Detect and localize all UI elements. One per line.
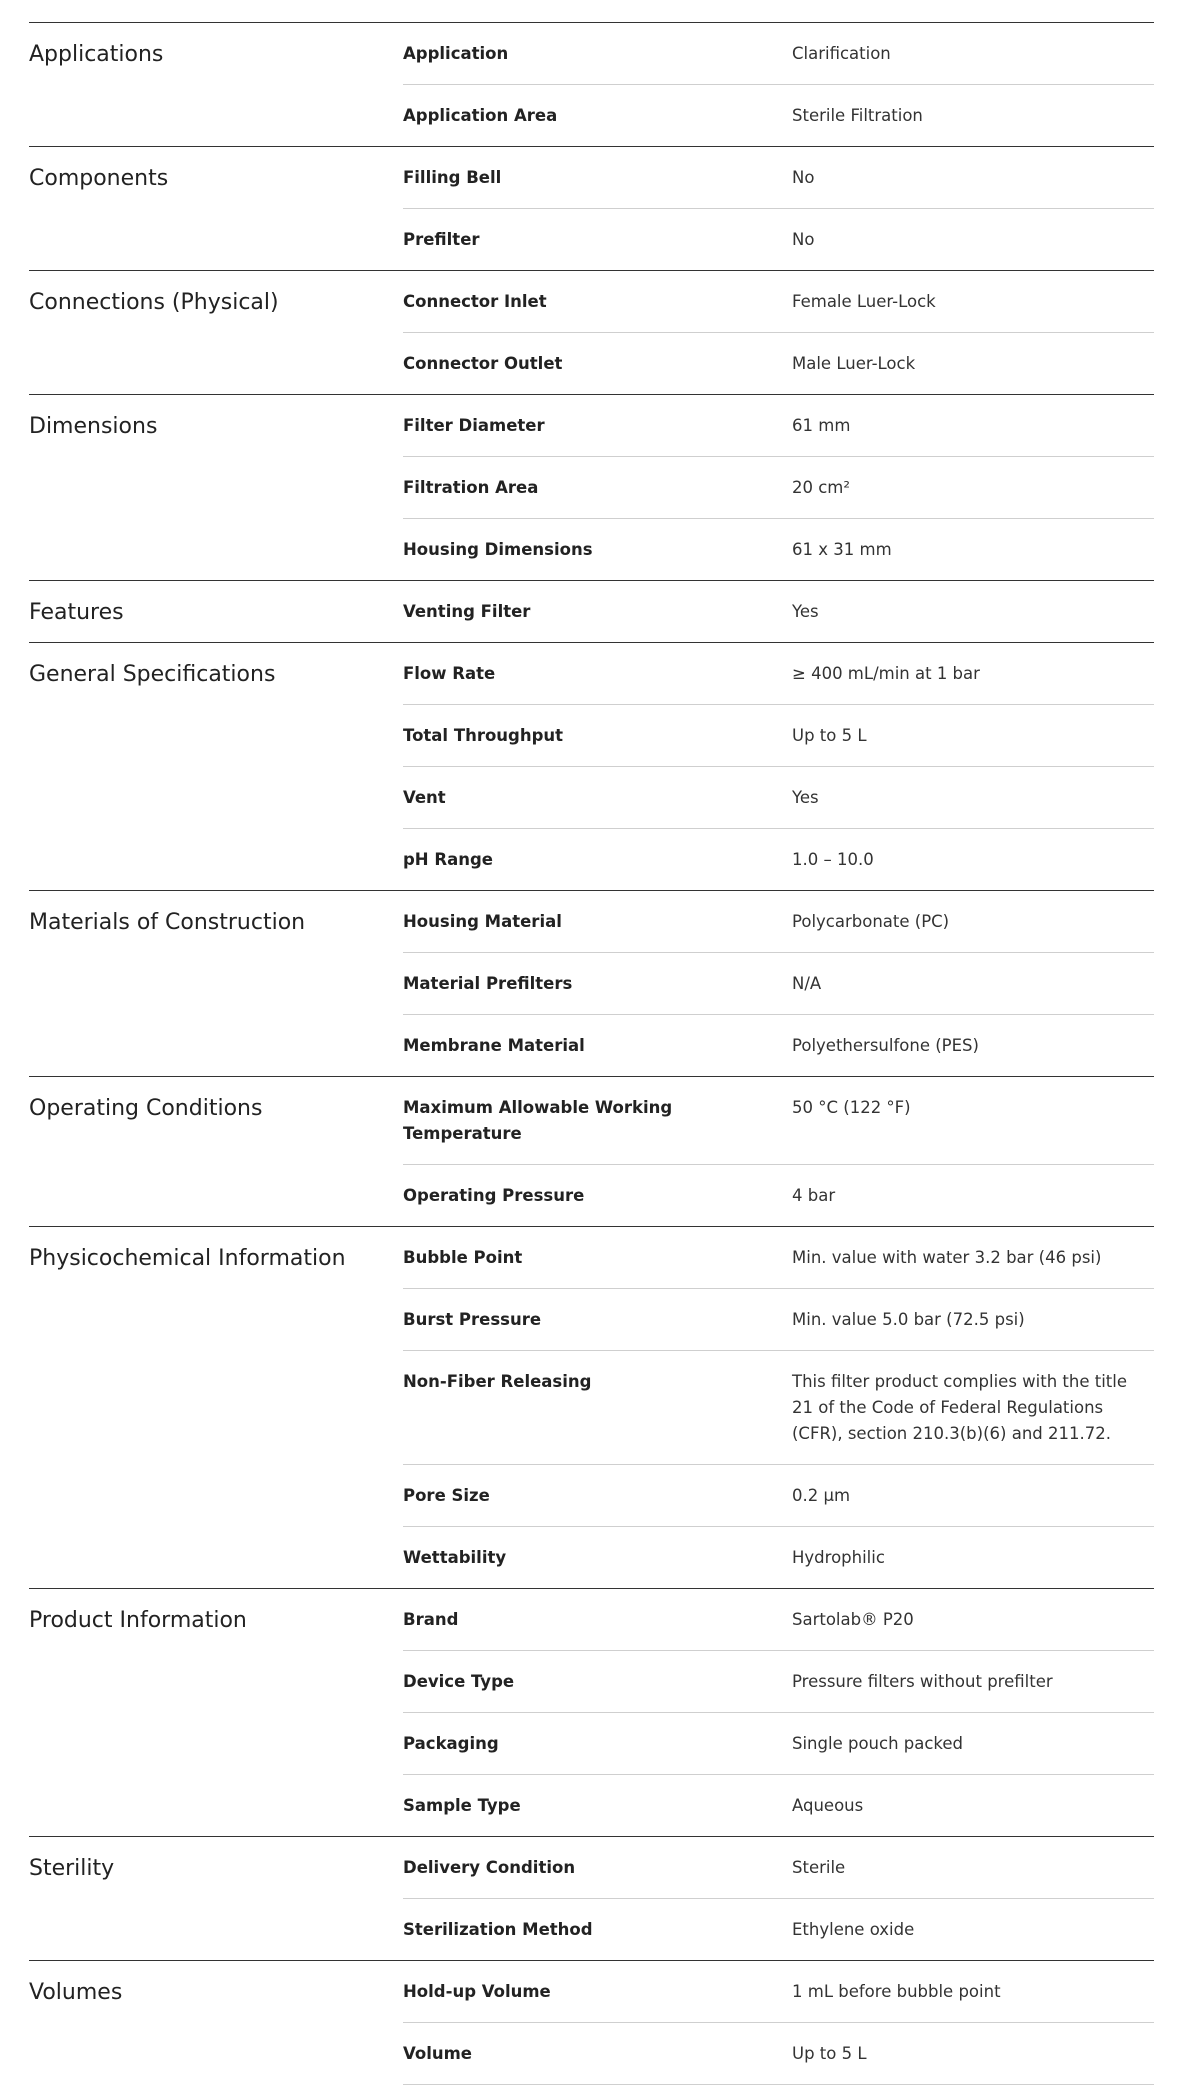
spec-row <box>403 147 1154 209</box>
spec-label: Hold-up Volume <box>403 1982 551 2001</box>
section-title: Physicochemical Information <box>29 1246 346 1271</box>
spec-section <box>29 1227 1154 1589</box>
spec-section <box>29 1961 1154 2085</box>
spec-section <box>29 1077 1154 1227</box>
spec-value: Yes <box>792 602 819 621</box>
spec-label: Filtration Area <box>403 478 539 497</box>
spec-section <box>29 271 1154 395</box>
spec-value: Min. value 5.0 bar (72.5 psi) <box>792 1310 1025 1329</box>
spec-label: Sterilization Method <box>403 1920 593 1939</box>
spec-rows <box>403 581 1154 642</box>
spec-value: Hydrophilic <box>792 1548 885 1567</box>
spec-value: 4 bar <box>792 1186 836 1205</box>
spec-value: Polyethersulfone (PES) <box>792 1036 979 1055</box>
spec-row <box>403 1015 1154 1076</box>
spec-row <box>403 1227 1154 1289</box>
spec-value: Ethylene oxide <box>792 1920 915 1939</box>
spec-label: Maximum Allowable Working Temperature <box>403 1098 673 1143</box>
spec-row <box>403 1465 1154 1527</box>
spec-label: Housing Material <box>403 912 562 931</box>
spec-section <box>29 1589 1154 1837</box>
section-title: Materials of Construction <box>29 910 306 935</box>
spec-label: Vent <box>403 788 446 807</box>
spec-row <box>403 1077 1154 1165</box>
spec-value: Polycarbonate (PC) <box>792 912 950 931</box>
spec-row <box>403 85 1154 146</box>
spec-row <box>403 333 1154 394</box>
spec-value: Sartolab® P20 <box>792 1610 914 1629</box>
section-title: Volumes <box>29 1980 123 2005</box>
spec-row <box>403 1775 1154 1836</box>
spec-value: No <box>792 230 815 249</box>
spec-value: 61 mm <box>792 416 851 435</box>
spec-value: Aqueous <box>792 1796 864 1815</box>
section-title: Connections (Physical) <box>29 290 279 315</box>
spec-value: Pressure filters without prefilter <box>792 1672 1053 1691</box>
spec-value: Male Luer-Lock <box>792 354 916 373</box>
specifications-table <box>29 22 1154 2085</box>
spec-label: Wettability <box>403 1548 507 1567</box>
spec-rows <box>403 1961 1154 2085</box>
spec-row <box>403 23 1154 85</box>
spec-row <box>403 1351 1154 1465</box>
spec-value: ≥ 400 mL/min at 1 bar <box>792 664 980 683</box>
spec-label: Bubble Point <box>403 1248 523 1267</box>
spec-row <box>403 767 1154 829</box>
spec-value: Up to 5 L <box>792 2044 867 2063</box>
spec-section <box>29 23 1154 147</box>
spec-label: Pore Size <box>403 1486 490 1505</box>
spec-rows <box>403 271 1154 394</box>
spec-label: Application Area <box>403 106 558 125</box>
spec-label: Housing Dimensions <box>403 540 593 559</box>
spec-label: Application <box>403 44 509 63</box>
spec-section <box>29 891 1154 1077</box>
spec-label: Sample Type <box>403 1796 521 1815</box>
spec-row <box>403 829 1154 890</box>
spec-rows <box>403 643 1154 890</box>
spec-row <box>403 1899 1154 1960</box>
spec-label: Material Prefilters <box>403 974 573 993</box>
spec-value: Clarification <box>792 44 891 63</box>
spec-rows <box>403 1589 1154 1836</box>
spec-label: Packaging <box>403 1734 499 1753</box>
spec-row <box>403 457 1154 519</box>
spec-label: Device Type <box>403 1672 515 1691</box>
spec-row <box>403 891 1154 953</box>
spec-rows <box>403 147 1154 270</box>
spec-section <box>29 395 1154 581</box>
section-title: Dimensions <box>29 414 158 439</box>
spec-value: 0.2 µm <box>792 1486 851 1505</box>
spec-section <box>29 581 1154 643</box>
spec-row <box>403 581 1154 642</box>
spec-row <box>403 1165 1154 1226</box>
section-title: General Specifications <box>29 662 276 687</box>
spec-label: Filter Diameter <box>403 416 545 435</box>
spec-row <box>403 1527 1154 1588</box>
spec-row <box>403 2023 1154 2085</box>
spec-value: 1 mL before bubble point <box>792 1982 1001 2001</box>
spec-row <box>403 1837 1154 1899</box>
spec-row <box>403 1961 1154 2023</box>
spec-rows <box>403 395 1154 580</box>
spec-label: pH Range <box>403 850 493 869</box>
spec-value: Single pouch packed <box>792 1734 964 1753</box>
spec-value: 1.0 – 10.0 <box>792 850 874 869</box>
spec-value: Sterile <box>792 1858 846 1877</box>
spec-label: Non-Fiber Releasing <box>403 1372 592 1391</box>
spec-label: Operating Pressure <box>403 1186 585 1205</box>
spec-value: Up to 5 L <box>792 726 867 745</box>
spec-value: Sterile Filtration <box>792 106 923 125</box>
spec-row <box>403 1289 1154 1351</box>
spec-rows <box>403 23 1154 146</box>
section-title: Operating Conditions <box>29 1096 263 1121</box>
spec-value: This filter product complies with the title 21 of the Code of Federal Regulations (CFR), section 210.3(b)(6) and 211.72. <box>792 1372 1128 1443</box>
spec-rows <box>403 1227 1154 1588</box>
spec-row <box>403 1589 1154 1651</box>
spec-row <box>403 395 1154 457</box>
spec-label: Membrane Material <box>403 1036 585 1055</box>
spec-section <box>29 147 1154 271</box>
spec-value: 61 x 31 mm <box>792 540 892 559</box>
spec-label: Total Throughput <box>403 726 564 745</box>
spec-section <box>29 643 1154 891</box>
spec-value: 50 °C (122 °F) <box>792 1098 911 1117</box>
spec-value: Female Luer-Lock <box>792 292 936 311</box>
spec-row <box>403 643 1154 705</box>
spec-row <box>403 1651 1154 1713</box>
spec-value: 20 cm² <box>792 478 850 497</box>
spec-label: Delivery Condition <box>403 1858 576 1877</box>
section-title: Components <box>29 166 169 191</box>
spec-value: No <box>792 168 815 187</box>
spec-label: Flow Rate <box>403 664 496 683</box>
spec-row <box>403 953 1154 1015</box>
section-title: Features <box>29 600 124 625</box>
spec-label: Brand <box>403 1610 459 1629</box>
section-title: Sterility <box>29 1856 115 1881</box>
spec-rows <box>403 891 1154 1076</box>
spec-row <box>403 271 1154 333</box>
spec-label: Connector Outlet <box>403 354 563 373</box>
spec-label: Prefilter <box>403 230 480 249</box>
spec-rows <box>403 1077 1154 1226</box>
spec-label: Volume <box>403 2044 472 2063</box>
spec-rows <box>403 1837 1154 1960</box>
spec-label: Venting Filter <box>403 602 531 621</box>
spec-label: Filling Bell <box>403 168 502 187</box>
section-title: Product Information <box>29 1608 247 1633</box>
spec-value: N/A <box>792 974 822 993</box>
spec-label: Burst Pressure <box>403 1310 542 1329</box>
spec-label: Connector Inlet <box>403 292 547 311</box>
spec-row <box>403 1713 1154 1775</box>
section-title: Applications <box>29 42 164 67</box>
spec-value: Min. value with water 3.2 bar (46 psi) <box>792 1248 1102 1267</box>
spec-value: Yes <box>792 788 819 807</box>
spec-row <box>403 705 1154 767</box>
spec-section <box>29 1837 1154 1961</box>
spec-row <box>403 209 1154 270</box>
spec-row <box>403 519 1154 580</box>
